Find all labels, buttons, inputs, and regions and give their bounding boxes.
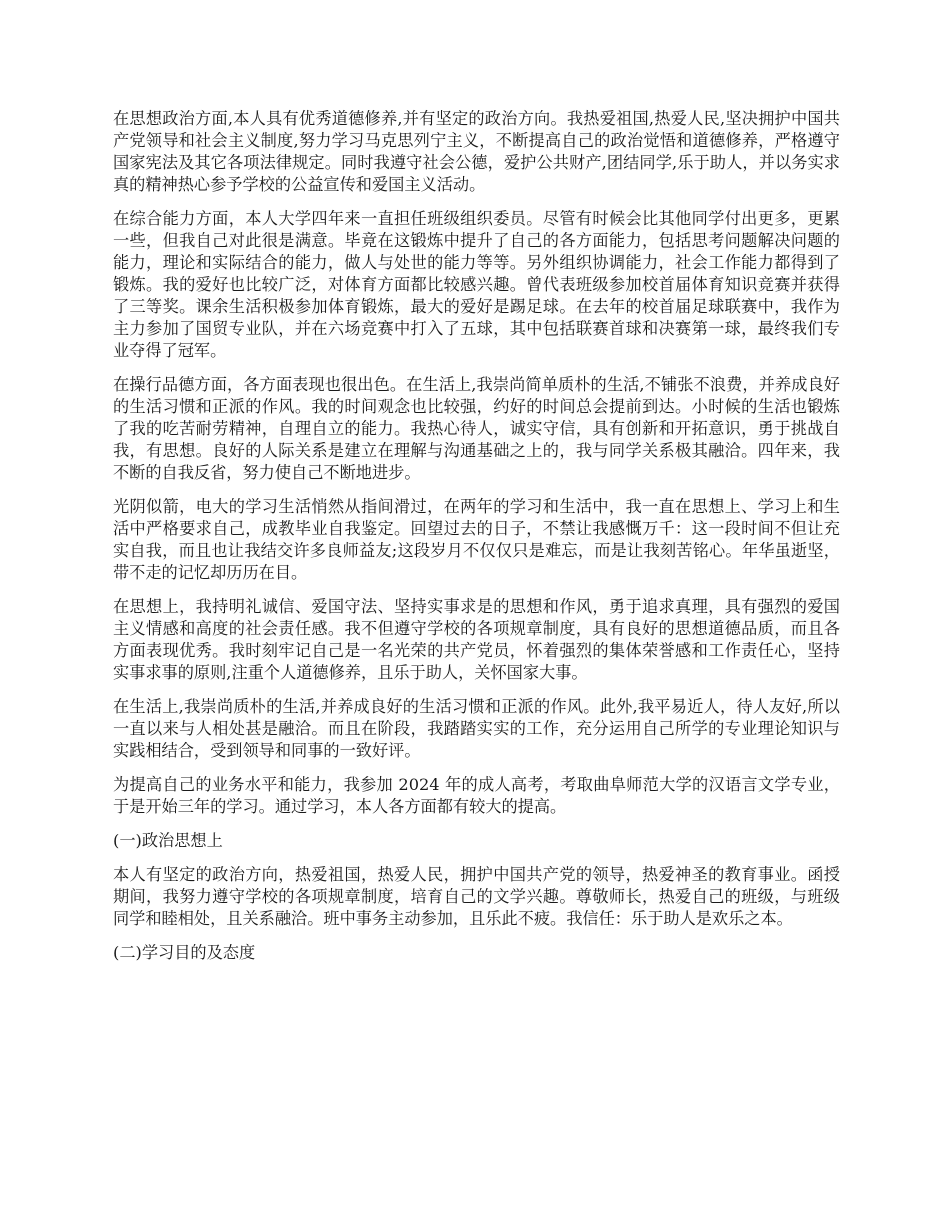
paragraph-life: 在生活上,我崇尚质朴的生活,并养成良好的生活习惯和正派的作风。此外,我平易近人，待人友好,所以一直以来与人相处甚是融洽。而且在阶段，我踏踏实实的工作，充分运用自己所学的专业理论知识与实践相结合，受到领导和同事的一致好评。 bbox=[113, 697, 840, 760]
paragraph-political-detail: 本人有坚定的政治方向，热爱祖国，热爱人民，拥护中国共产党的领导，热爱神圣的教育事业。函授期间，我努力遵守学校的各项规章制度，培育自己的文学兴趣。尊敬师长，热爱自己的班级，与班级同学和睦相处，且关系融洽。班中事务主动参加，且乐此不疲。我信任：乐于助人是欢乐之本。 bbox=[113, 865, 840, 928]
paragraph-study-life: 光阴似箭，电大的学习生活悄然从指间滑过，在两年的学习和生活中，我一直在思想上、学习上和生活中严格要求自己，成教毕业自我鉴定。回望过去的日子，不禁让我感慨万千：这一段时间不但让充实自我，而且也让我结交许多良师益友;这段岁月不仅仅只是难忘，而是让我刻苦铭心。年华虽逝坚，带不走的记忆却历历在目。 bbox=[113, 497, 840, 582]
paragraph-improvement: 为提高自己的业务水平和能力，我参加 2024 年的成人高考，考取曲阜师范大学的汉语言文学专业，于是开始三年的学习。通过学习，本人各方面都有较大的提高。 bbox=[113, 775, 840, 816]
paragraph-thought: 在思想上，我持明礼诚信、爱国守法、坚持实事求是的思想和作风，勇于追求真理，具有强烈的爱国主义情感和高度的社会责任感。我不但遵守学校的各项规章制度，具有良好的思想道德品质，而且各方面表现优秀。我时刻牢记自己是一名光荣的共产党员，怀着强烈的集体荣誉感和工作责任心，坚持实事求事的原则,注重个人道德修养，且乐于助人，关怀国家大事。 bbox=[113, 597, 840, 682]
section-heading-study-attitude: (二)学习目的及态度 bbox=[113, 943, 256, 962]
section-heading-political: (一)政治思想上 bbox=[113, 831, 223, 850]
paragraph-conduct: 在操行品德方面，各方面表现也很出色。在生活上,我崇尚简单质朴的生活,不铺张不浪费，并养成良好的生活习惯和正派的作风。我的时间观念也比较强，约好的时间总会提前到达。小时候的生活也锻炼了我的吃苦耐劳精神，自理自立的能力。我热心待人，诚实守信，具有创新和开拓意识，勇于挑战自我，有思想。良好的人际关系是建立在理解与沟通基础之上的，我与同学关系极其融洽。四年来，我不断的自我反省，努力使自己不断地进步。 bbox=[113, 375, 840, 482]
document-body bbox=[113, 108, 840, 976]
paragraph-political: 在思想政治方面,本人具有优秀道德修养,并有坚定的政治方向。我热爱祖国,热爱人民,坚决拥护中国共产党领导和社会主义制度,努力学习马克思列宁主义，不断提高自己的政治觉悟和道德修养，严格遵守国家宪法及其它各项法律规定。同时我遵守社会公德，爱护公共财产,团结同学,乐于助人，并以务实求真的精神热心参予学校的公益宣传和爱国主义活动。 bbox=[113, 109, 840, 194]
paragraph-ability: 在综合能力方面，本人大学四年来一直担任班级组织委员。尽管有时候会比其他同学付出更多，更累一些，但我自己对此很是满意。毕竟在这锻炼中提升了自己的各方面能力，包括思考问题解决问题的能力，理论和实际结合的能力，做人与处世的能力等等。另外组织协调能力，社会工作能力都得到了锻炼。我的爱好也比较广泛，对体育方面都比较感兴趣。曾代表班级参加校首届体育知识竞赛并获得了三等奖。课余生活积极参加体育锻炼，最大的爱好是踢足球。在去年的校首届足球联赛中，我作为主力参加了国贸专业队，并在六场竞赛中打入了五球，其中包括联赛首球和决赛第一球，最终我们专业夺得了冠军。 bbox=[113, 209, 840, 360]
